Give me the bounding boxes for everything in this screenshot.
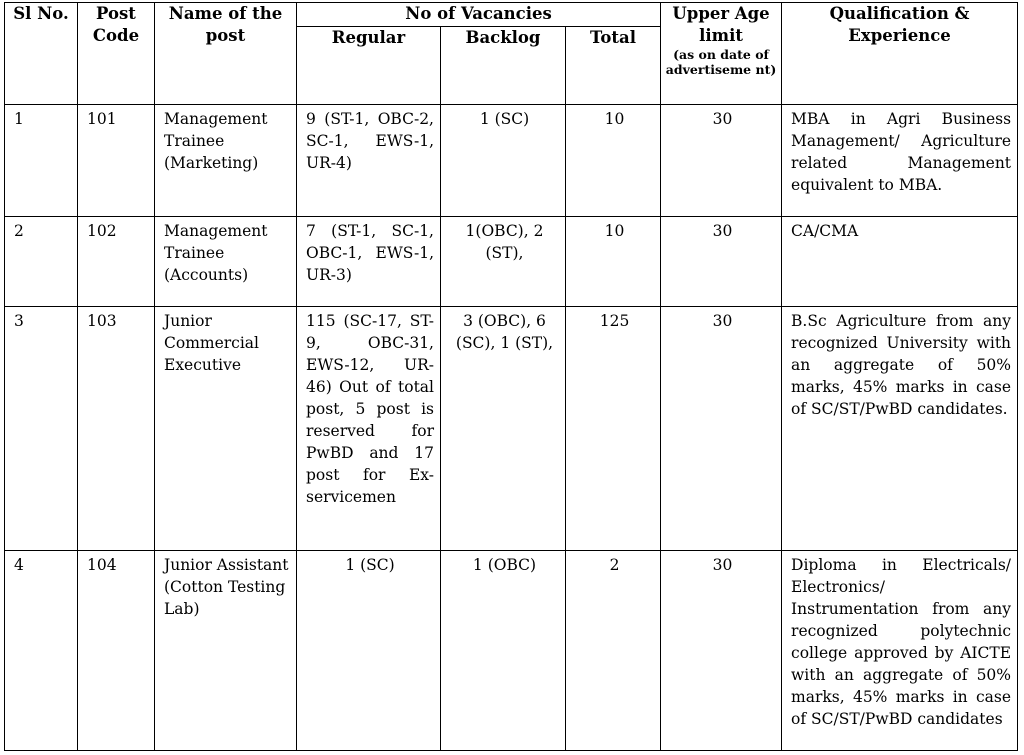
cell-qualification: Diploma in Electricals/ Electronics/ Instrumentation from any recognized polytechnic college approved by AICTE with an aggregate of 50% marks, 45% marks in case of SC/ST/PwBD candidates [782,551,1018,751]
header-post-code: Post Code [78,3,155,105]
cell-post-name: Junior Commercial Executive [155,307,297,551]
cell-post-name: Junior Assistant (Cotton Testing Lab) [155,551,297,751]
header-regular: Regular [297,27,441,105]
cell-age: 30 [661,551,782,751]
header-upper-age-main: Upper Age limit [672,4,770,45]
cell-sl: 3 [5,307,78,551]
cell-age: 30 [661,307,782,551]
cell-sl: 4 [5,551,78,751]
vacancy-table [4,2,1018,751]
cell-post-name: Management Trainee (Accounts) [155,217,297,307]
cell-post-code: 102 [78,217,155,307]
cell-post-code: 103 [78,307,155,551]
table-row [5,551,1018,751]
header-name-of-post: Name of the post [155,3,297,105]
header-upper-age-note: (as on date of advertiseme nt) [665,47,777,77]
cell-regular: 9 (ST-1, OBC-2, SC-1, EWS-1, UR-4) [297,105,441,217]
header-backlog: Backlog [441,27,566,105]
table-row [5,105,1018,217]
cell-post-code: 101 [78,105,155,217]
cell-age: 30 [661,217,782,307]
header-qualification: Qualification & Experience [782,3,1018,105]
cell-qualification: CA/CMA [782,217,1018,307]
header-upper-age [661,3,782,105]
cell-regular: 1 (SC) [297,551,441,751]
cell-backlog: 1 (SC) [441,105,566,217]
cell-backlog: 3 (OBC), 6 (SC), 1 (ST), [441,307,566,551]
cell-total: 125 [566,307,661,551]
cell-age: 30 [661,105,782,217]
table-row [5,307,1018,551]
cell-total: 10 [566,105,661,217]
cell-post-name: Management Trainee (Marketing) [155,105,297,217]
cell-total: 2 [566,551,661,751]
cell-backlog: 1 (OBC) [441,551,566,751]
cell-qualification: MBA in Agri Business Management/ Agriculture related Management equivalent to MBA. [782,105,1018,217]
header-total: Total [566,27,661,105]
header-row-top [5,3,1018,27]
cell-regular: 7 (ST-1, SC-1, OBC-1, EWS-1, UR-3) [297,217,441,307]
header-vacancies: No of Vacancies [297,3,661,27]
cell-qualification: B.Sc Agriculture from any recognized University with an aggregate of 50% marks, 45% marks in case of SC/ST/PwBD candidates. [782,307,1018,551]
header-sl-no: Sl No. [5,3,78,105]
cell-backlog: 1(OBC), 2 (ST), [441,217,566,307]
cell-post-code: 104 [78,551,155,751]
cell-total: 10 [566,217,661,307]
cell-sl: 2 [5,217,78,307]
cell-regular: 115 (SC-17, ST-9, OBC-31, EWS-12, UR-46) Out of total post, 5 post is reserved for PwBD and 17 post for Ex-servicemen [297,307,441,551]
table-row [5,217,1018,307]
cell-sl: 1 [5,105,78,217]
